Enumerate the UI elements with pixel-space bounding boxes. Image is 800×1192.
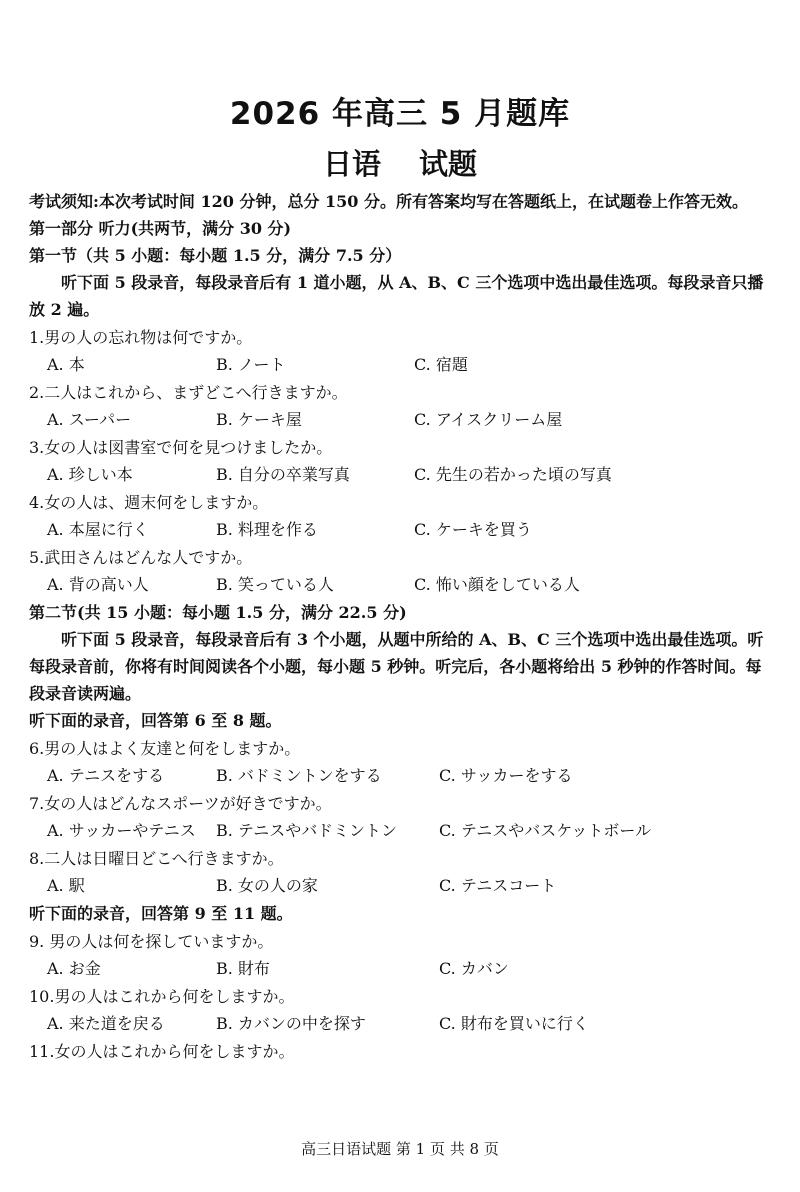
- option-b: B. バドミントンをする: [216, 766, 382, 785]
- exam-subtitle: [0, 142, 800, 183]
- option-c: C. サッカーをする: [439, 766, 573, 785]
- section1-heading: 第一节（共 5 小题：每小题 1.5 分，满分 7.5 分）: [29, 246, 402, 265]
- option-c: C. ケーキを買う: [414, 520, 532, 539]
- question-text: 7.女の人はどんなスポーツが好きですか。: [29, 794, 332, 813]
- subject-label: 日语: [322, 147, 381, 181]
- options-row: [29, 762, 771, 789]
- option-a: A. サッカーやテニス: [47, 821, 196, 840]
- option-c: C. テニスコート: [439, 876, 557, 895]
- section2-heading: 第二节(共 15 小题：每小题 1.5 分，满分 22.5 分): [29, 603, 407, 622]
- question-text: 8.二人は日曜日どこへ行きますか。: [29, 849, 284, 868]
- option-b: B. 財布: [216, 959, 270, 978]
- options-row: [29, 461, 771, 488]
- exam-notice: 考试须知:本次考试时间 120 分钟，总分 150 分。所有答案均写在答题纸上，在试题卷上作答无效。: [29, 192, 748, 211]
- option-b: B. テニスやバドミントン: [216, 821, 397, 840]
- option-a: A. 珍しい本: [47, 465, 133, 484]
- options-row: [29, 406, 771, 433]
- option-a: A. お金: [47, 959, 101, 978]
- option-b: B. カバンの中を探す: [216, 1014, 366, 1033]
- question-block: [29, 735, 771, 789]
- question-text: 2.二人はこれから、まずどこへ行きますか。: [29, 383, 348, 402]
- question-text: 1.男の人の忘れ物は何ですか。: [29, 328, 253, 347]
- question-block: [29, 790, 771, 844]
- option-a: A. テニスをする: [47, 766, 165, 785]
- option-b: B. ケーキ屋: [216, 410, 302, 429]
- question-block: [29, 845, 771, 899]
- option-c: C. アイスクリーム屋: [414, 410, 563, 429]
- question-text: 10.男の人はこれから何をしますか。: [29, 987, 295, 1006]
- question-block: [29, 489, 771, 543]
- option-b: B. 自分の卒業写真: [216, 465, 350, 484]
- question-block: [29, 324, 771, 378]
- options-row: [29, 817, 771, 844]
- question-text: 9. 男の人は何を探していますか。: [29, 932, 274, 951]
- option-a: A. 本: [47, 355, 85, 374]
- option-a: A. 本屋に行く: [47, 520, 149, 539]
- options-row: [29, 516, 771, 543]
- option-a: A. 来た道を戻る: [47, 1014, 165, 1033]
- exam-title: 2026 年高三 5 月题库: [229, 96, 571, 132]
- exam-body: [29, 188, 771, 1065]
- option-b: B. 女の人の家: [216, 876, 318, 895]
- question-text: 6.男の人はよく友達と何をしますか。: [29, 739, 301, 758]
- options-row: [29, 351, 771, 378]
- question-block: [29, 983, 771, 1037]
- question-text: 3.女の人は図書室で何を見つけましたか。: [29, 438, 333, 457]
- question-text: 11.女の人はこれから何をしますか。: [29, 1042, 295, 1061]
- question-block: [29, 1038, 771, 1065]
- options-row: [29, 872, 771, 899]
- question-text: 5.武田さんはどんな人ですか。: [29, 548, 253, 567]
- paper-type-label: 试题: [419, 147, 478, 181]
- part1-heading: 第一部分 听力(共两节，满分 30 分): [29, 219, 292, 238]
- option-b: B. 笑っている人: [216, 575, 334, 594]
- question-text: 4.女の人は、週末何をしますか。: [29, 493, 269, 512]
- options-row: [29, 571, 771, 598]
- group-heading: 听下面的录音，回答第 9 至 11 题。: [29, 904, 293, 923]
- options-row: [29, 1010, 771, 1037]
- option-c: C. 怖い顔をしている人: [414, 575, 580, 594]
- options-row: [29, 955, 771, 982]
- question-block: [29, 544, 771, 598]
- group-heading: 听下面的录音，回答第 6 至 8 题。: [29, 711, 282, 730]
- option-b: B. 料理を作る: [216, 520, 318, 539]
- option-c: C. 宿題: [414, 355, 468, 374]
- question-block: [29, 379, 771, 433]
- section2-instruction: 听下面 5 段录音，每段录音后有 3 个小题，从题中所给的 A、B、C 三个选项中选出最佳选项。听每段录音前，你将有时间阅读各个小题，每小题 5 秒钟。听完后，各小题将给出 5 秒钟的作答时间。每段录音读两遍。: [29, 630, 764, 703]
- question-block: [29, 928, 771, 982]
- option-c: C. 財布を買いに行く: [439, 1014, 589, 1033]
- section1-instruction: 听下面 5 段录音，每段录音后有 1 道小题，从 A、B、C 三个选项中选出最佳选项。每段录音只播放 2 遍。: [29, 273, 764, 319]
- option-b: B. ノート: [216, 355, 286, 374]
- option-a: A. 背の高い人: [47, 575, 149, 594]
- page-footer: 高三日语试题 第 1 页 共 8 页: [301, 1140, 499, 1158]
- option-c: C. テニスやバスケットボール: [439, 821, 652, 840]
- option-c: C. 先生の若かった頃の写真: [414, 465, 612, 484]
- option-c: C. カバン: [439, 959, 509, 978]
- option-a: A. 駅: [47, 876, 85, 895]
- option-a: A. スーパー: [47, 410, 132, 429]
- question-block: [29, 434, 771, 488]
